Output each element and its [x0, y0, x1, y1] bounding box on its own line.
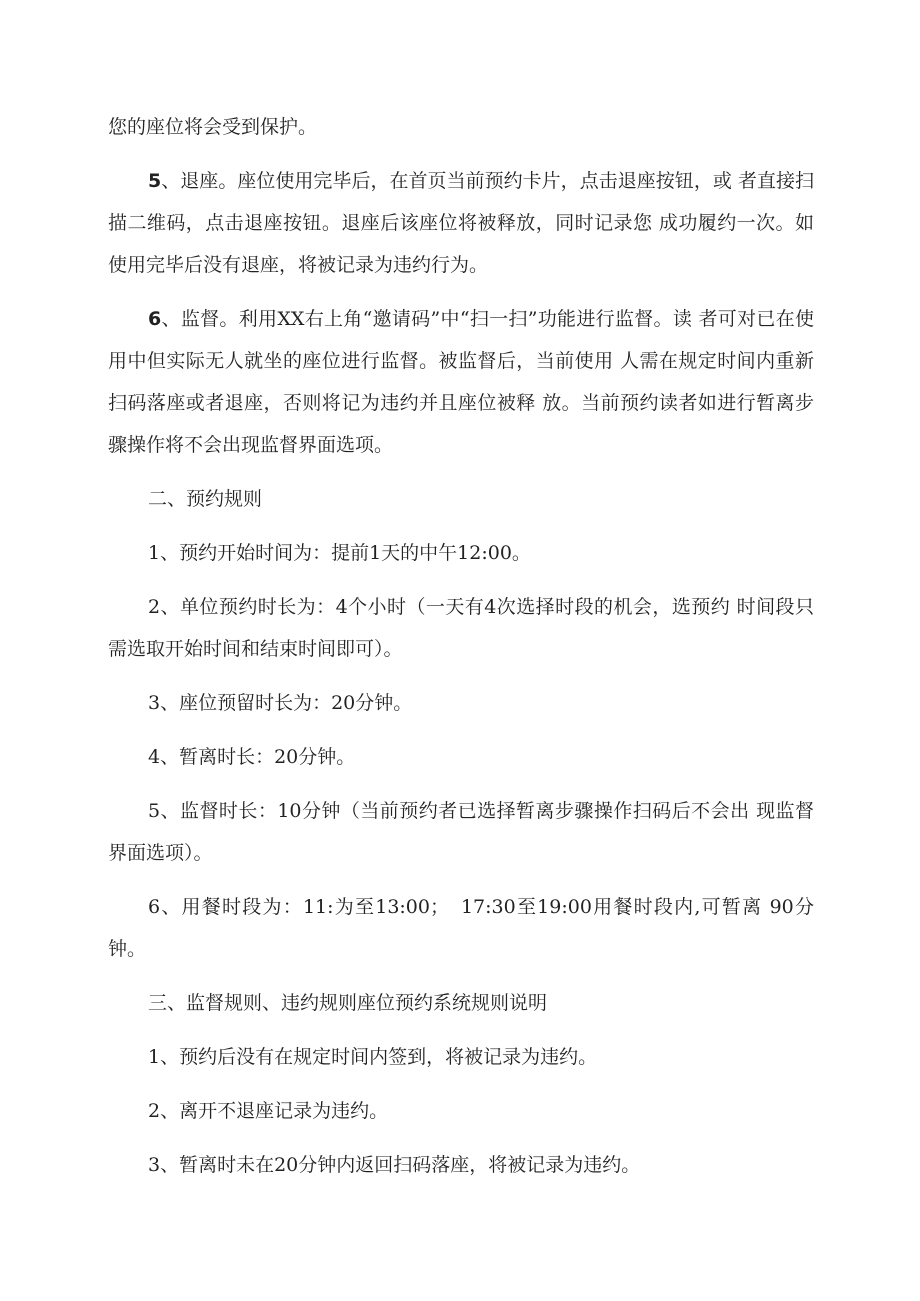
list-item: 1、预约开始时间为：提前1天的中午12:00。 [148, 542, 531, 564]
list-item: 1、预约后没有在规定时间内签到，将被记录为违约。 [148, 1046, 598, 1068]
list-item: 3、暂离时未在20分钟内返回扫码落座，将被记录为违约。 [148, 1154, 641, 1176]
list-item: 5、监督时长：10分钟（当前预约者已选择暂离步骤操作扫码后不会出 现监督界面选项）。 [108, 800, 814, 864]
list-item: 2、单位预约时长为：4个小时（一天有4次选择时段的机会，选预约 时间段只需选取开始时间和结束时间即可）。 [108, 596, 814, 660]
paragraph-checkout [108, 160, 814, 286]
paragraph-text: 、监督。利用XX右上角“邀请码”中“扫一扫”功能进行监督。读 者可对已在使用中但实际无人就坐的座位进行监督。被监督后，当前使用 人需在规定时间内重新扫码落座或者退座，否则将记为违约并且座位被释 放。当前预约读者如进行暂离步骤操作将不会出现监督界面选项。 [108, 308, 814, 456]
list-item: 2、离开不退座记录为违约。 [148, 1100, 389, 1122]
document-body [108, 106, 814, 1198]
list-item: 4、暂离时长：20分钟。 [148, 746, 356, 768]
paragraph-supervision [108, 298, 814, 466]
section-heading-violation-rules: 三、监督规则、违约规则座位预约系统规则说明 [148, 992, 548, 1014]
paragraph-text: 、退座。座位使用完毕后，在首页当前预约卡片，点击退座按钮，或 者直接扫描二维码，点击退座按钮。退座后该座位将被释放，同时记录您 成功履约一次。如使用完毕后没有退座，将被记录为违约行为。 [108, 170, 814, 276]
list-item: 3、座位预留时长为：20分钟。 [148, 692, 413, 714]
paragraph-continuation: 您的座位将会受到保护。 [108, 116, 318, 138]
item-number: 5 [148, 170, 162, 192]
item-number: 6 [148, 308, 162, 330]
section-heading-reservation-rules: 二、预约规则 [148, 488, 263, 510]
list-item: 6、用餐时段为：11:为至13:00； 17:30至19:00用餐时段内,可暂离 90分钟。 [108, 896, 814, 960]
